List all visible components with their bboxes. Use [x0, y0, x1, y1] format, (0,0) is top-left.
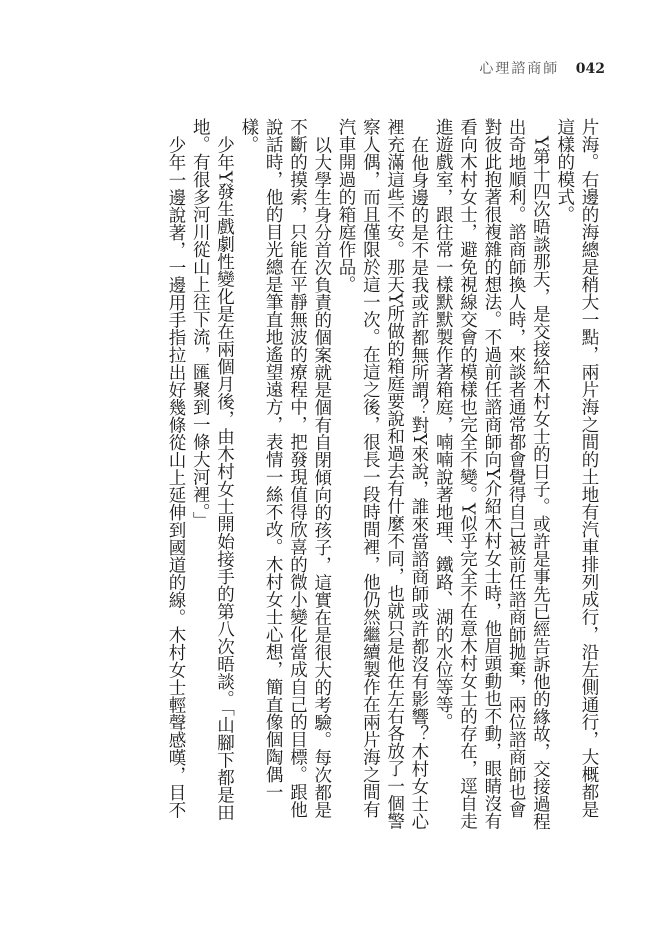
- paragraph-3: 在他身邊的是不是我或許都無所謂？對Y來說，誰來當諮商師或許都沒有影響？木村女士心裡充滿這些不安。那天Y所做的箱庭要說和過去有什麼不同，也就只是他在左右各放了一個警察人偶，而且僅限於這一次。在這之後，很長一段時間裡，他仍然繼續製作在兩片海之間有汽車開過的箱庭作品。: [336, 118, 429, 830]
- paragraph-1: 片海。右邊的海總是稍大一點，兩片海之間的土地有汽車排列成行，沿左側通行，大概都是這樣的模式。: [554, 118, 599, 818]
- body-text: [53, 118, 601, 830]
- book-title: 心理諮商師: [479, 61, 560, 77]
- page-number: 042: [575, 61, 605, 77]
- paragraph-4: 以大學生身分首次負責的個案就是個有自閉傾向的孩子，這實在是很大的考驗。每次都是不斷的摸索，只能在平靜無波的療程中，把發現值得欣喜的微小變化當成自己的目標。跟他說話時，他的目光總是筆直地遙望遠方，表情一絲不改。木村女士心想，簡直像個陶偶一樣。: [238, 118, 332, 818]
- running-header: [479, 58, 605, 78]
- paragraph-6: 少年一邊說著，一邊用手指拉出好幾條從山上延伸到國道的線。木村女士輕聲感嘆，目不: [165, 135, 186, 818]
- paragraph-2: Y第十四次晤談那天，是交接給木村女士的日子。或許是事先已經告訴他的緣故，交接過程出奇地順利。諮商師換人時，來談者通常都會覺得自己被前任諮商師拋棄，兩位諮商師也會對彼此抱著很複雜的想法。不過前任諮商師向Y介紹木村女士時，他眉頭動也不動，眼睛沒有看向木村女士，避免視線交會的模樣也完全不變。Y似乎完全不在意木村女士的存在，逕自走進遊戲室，跟往常一樣默默製作著箱庭，喃喃說著地理、鐵路、湖的水位等等。: [433, 118, 551, 830]
- paragraph-5: 少年Y發生戲劇性變化是在兩個月後，由木村女士開始接手的第八次晤談。「山腳下都是田地。有很多河川從山上往下流，匯聚到一條大河裡。」: [190, 118, 235, 821]
